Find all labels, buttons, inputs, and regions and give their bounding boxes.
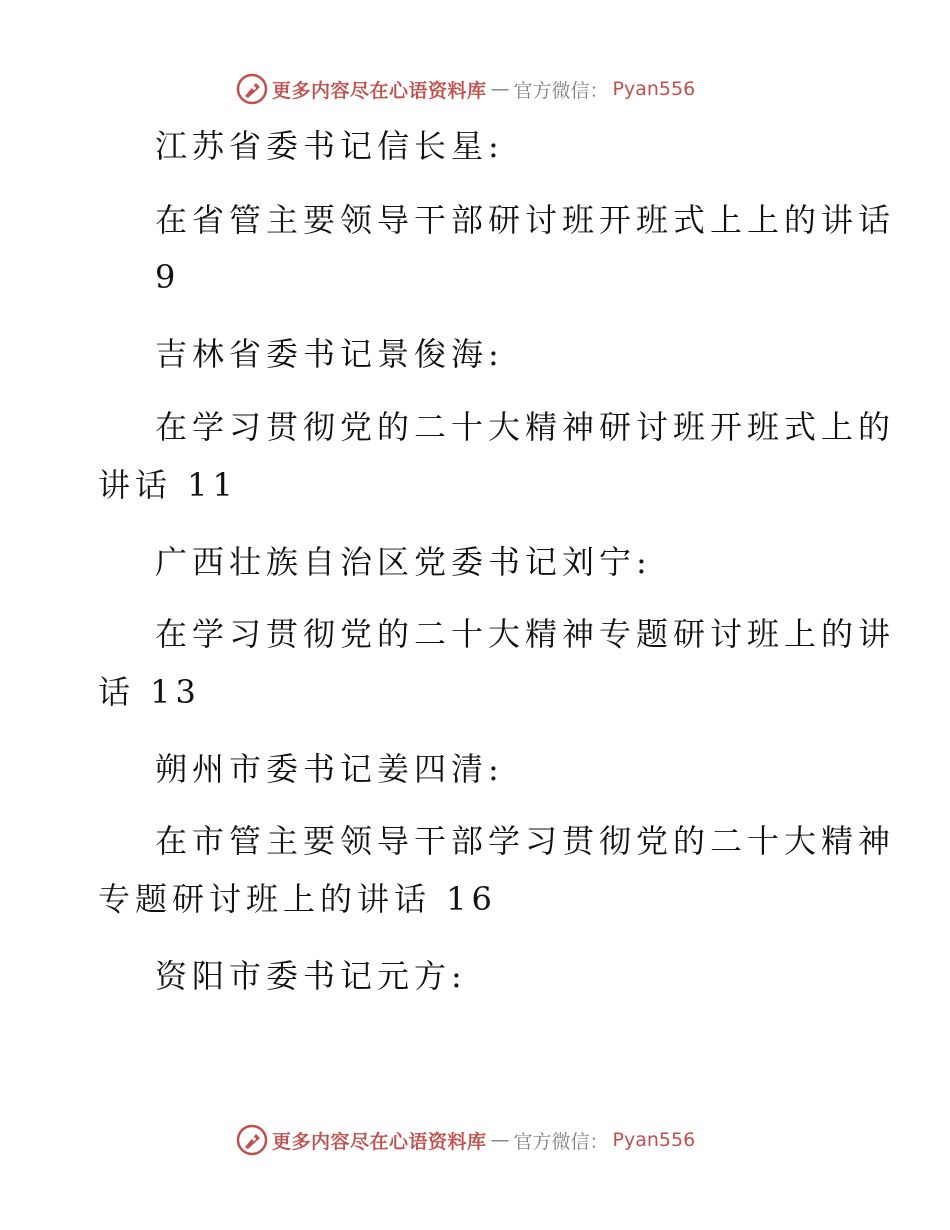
header-watermark (236, 72, 695, 106)
toc-author-ziyang: 资阳市委书记元方: (155, 957, 467, 995)
watermark-wechat-id: Pyan556 (612, 78, 696, 100)
pen-nib-icon (236, 73, 268, 105)
toc-author-jiangsu: 江苏省委书记信长星: (155, 127, 504, 165)
pen-nib-icon (236, 1124, 268, 1156)
watermark-suffix-text: 官方微信： (513, 79, 609, 102)
toc-title-shuozhou-cont: 专题研讨班上的讲话 16 (98, 880, 497, 918)
toc-author-shuozhou: 朔州市委书记姜四清: (155, 750, 504, 788)
toc-page-jiangsu: 9 (155, 258, 181, 296)
toc-title-jilin-cont: 讲话 11 (98, 466, 238, 504)
watermark-suffix-text: 官方微信： (513, 1130, 609, 1153)
toc-title-guangxi-cont: 话 13 (98, 673, 201, 711)
toc-title-guangxi: 在学习贯彻党的二十大精神专题研讨班上的讲 (155, 615, 896, 653)
toc-title-jilin: 在学习贯彻党的二十大精神研讨班开班式上的 (155, 408, 896, 446)
watermark-main-text: 更多内容尽在心语资料库 (272, 1130, 487, 1153)
watermark-separator: — (490, 1129, 510, 1151)
toc-title-jiangsu: 在省管主要领导干部研讨班开班式上上的讲话 (155, 201, 896, 239)
toc-author-jilin: 吉林省委书记景俊海: (155, 335, 504, 373)
watermark-separator: — (490, 78, 510, 100)
toc-author-guangxi: 广西壮族自治区党委书记刘宁: (155, 543, 652, 581)
toc-title-shuozhou: 在市管主要领导干部学习贯彻党的二十大精神 (155, 822, 896, 860)
watermark-wechat-id: Pyan556 (612, 1129, 696, 1151)
footer-watermark (236, 1123, 695, 1157)
watermark-main-text: 更多内容尽在心语资料库 (272, 79, 487, 102)
